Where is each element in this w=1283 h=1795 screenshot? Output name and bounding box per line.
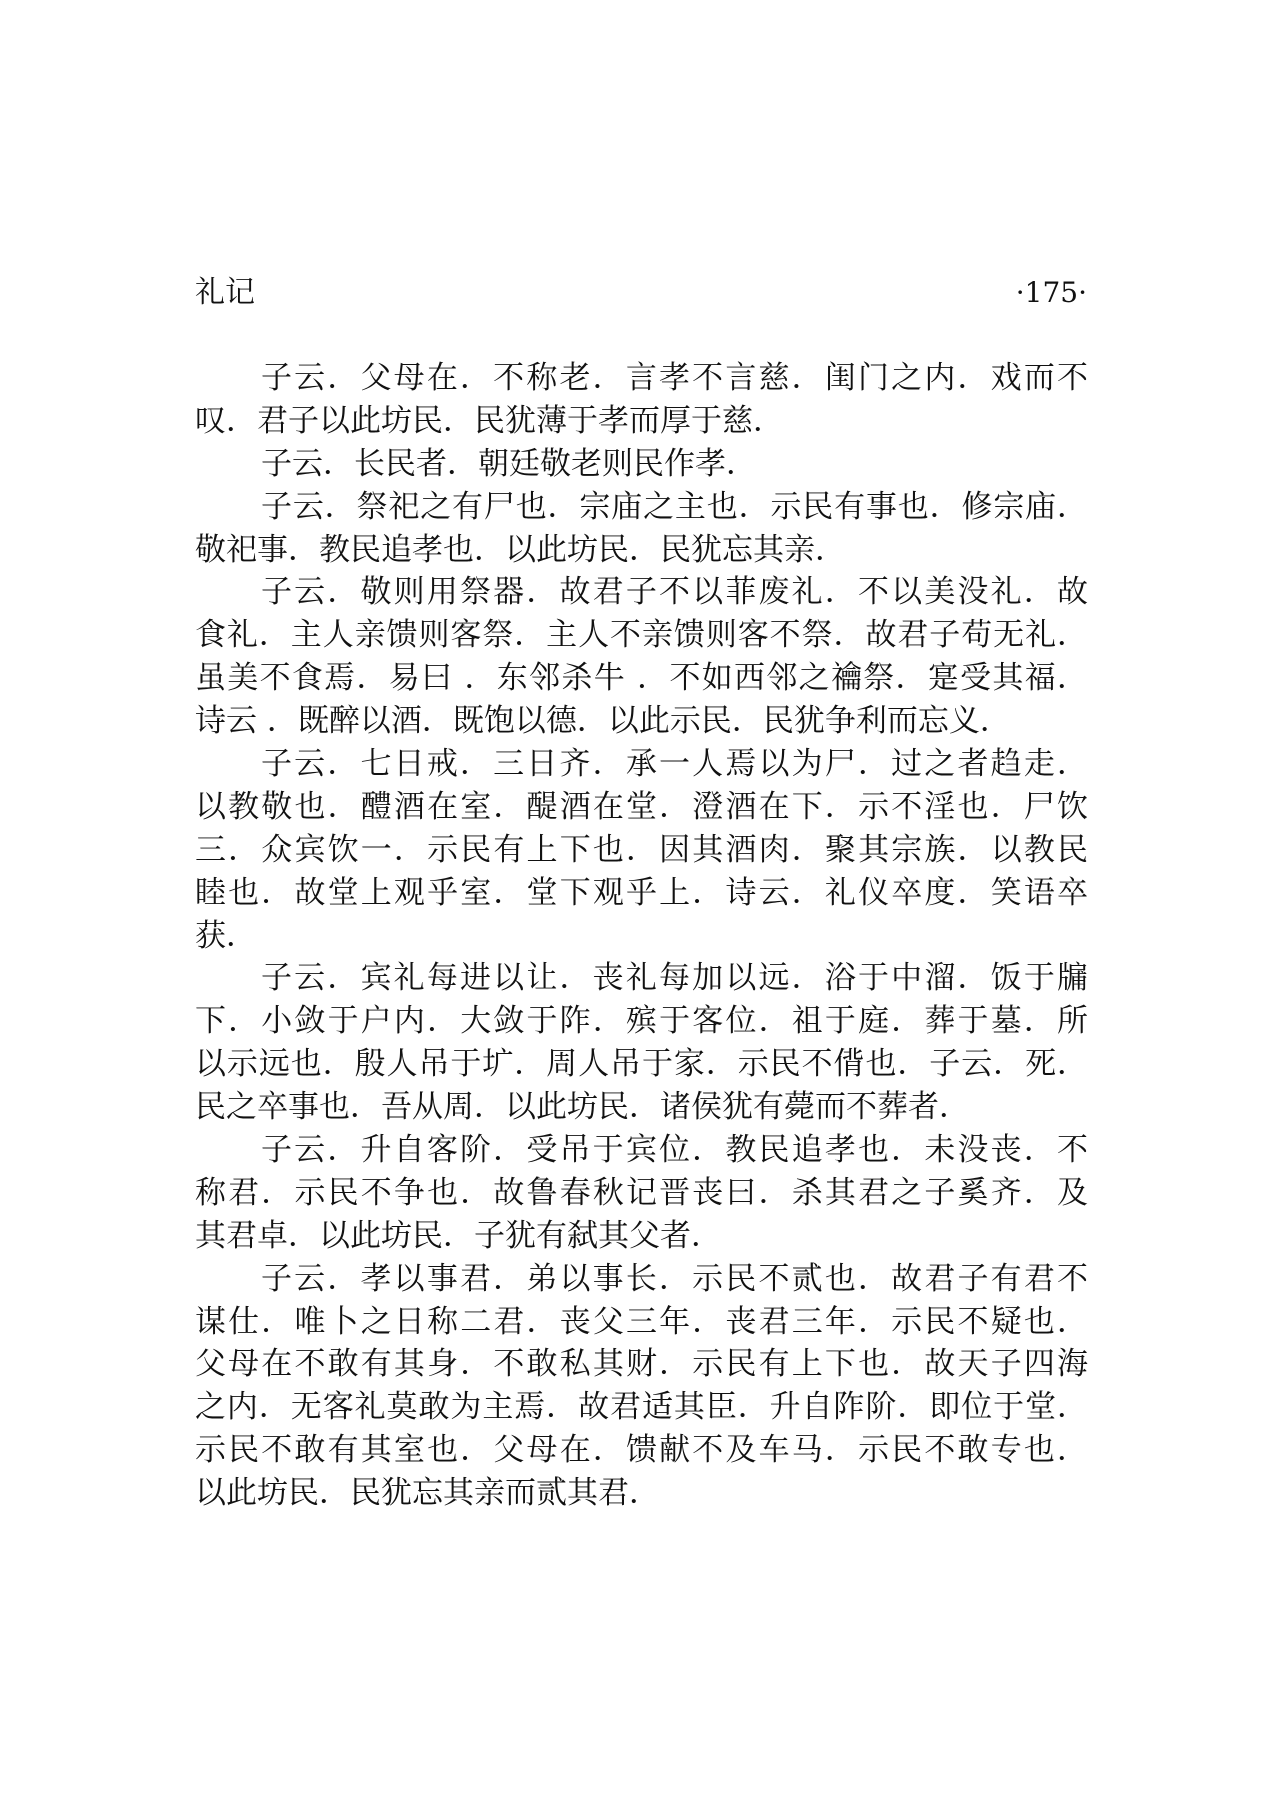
running-header-title: 礼记: [195, 275, 255, 310]
text-line: 子云．长民者．朝廷敬老则民作孝．: [261, 445, 757, 482]
text-line: 称君．示民不争也．故鲁春秋记晋丧曰．杀其君之子奚齐．及: [195, 1174, 1088, 1211]
text-line: 虽美不食焉．易曰 ．东邻杀牛 ．不如西邻之禴祭．寔受其福．: [195, 660, 1088, 697]
text-line: 子云．孝以事君．弟以事长．示民不贰也．故君子有君不: [261, 1260, 1088, 1297]
text-line: 睦也．故堂上观乎室．堂下观乎上．诗云．礼仪卒度．笑语卒: [195, 874, 1088, 911]
paragraph: [195, 486, 1088, 572]
text-line: 示民不敢有其室也．父母在．馈献不及车马．示民不敢专也．: [195, 1432, 1088, 1469]
text-line: 三．众宾饮一．示民有上下也．因其酒肉．聚其宗族．以教民: [195, 831, 1088, 868]
paragraph: [195, 1129, 1088, 1258]
text-line: 父母在不敢有其身．不敢私其财．示民有上下也．故天子四海: [195, 1346, 1088, 1383]
text-line: 诗云 ．既醉以酒．既饱以德．以此示民．民犹争利而忘义．: [195, 703, 1011, 740]
text-line: 下．小敛于户内．大敛于阼．殡于客位．祖于庭．葬于墓．所: [195, 1003, 1088, 1040]
text-line: 民之卒事也．吾从周．以此坊民．诸侯犹有薨而不葬者．: [195, 1089, 970, 1126]
paragraph: [195, 443, 1088, 486]
text-line: 子云．宾礼每进以让．丧礼每加以远．浴于中溜．饭于牖: [261, 960, 1088, 997]
text-line: 其君卓．以此坊民．子犹有弑其父者．: [195, 1217, 722, 1254]
text-line: 以示远也．殷人吊于圹．周人吊于家．示民不偝也．子云．死．: [195, 1046, 1088, 1083]
paragraph: [195, 743, 1088, 957]
page-body: [195, 357, 1088, 1515]
text-line: 子云．升自客阶．受吊于宾位．教民追孝也．未没丧．不: [261, 1132, 1088, 1169]
paragraph: [195, 571, 1088, 743]
text-line: 以此坊民．民犹忘其亲而贰其君．: [195, 1475, 660, 1512]
text-line: 子云．祭祀之有尸也．宗庙之主也．示民有事也．修宗庙．: [261, 488, 1088, 525]
paragraph: [195, 957, 1088, 1129]
text-line: 食礼．主人亲馈则客祭．主人不亲馈则客不祭．故君子苟无礼．: [195, 617, 1088, 654]
text-line: 以教敬也．醴酒在室．醍酒在堂．澄酒在下．示不淫也．尸饮: [195, 788, 1088, 825]
text-line: 子云．七日戒．三日齐．承一人焉以为尸．过之者趋走．: [261, 746, 1088, 783]
paragraph: [195, 357, 1088, 443]
page-number: ·175·: [1015, 276, 1087, 309]
text-line: 子云．父母在．不称老．言孝不言慈．闺门之内．戏而不: [261, 360, 1088, 396]
text-line: 获．: [195, 917, 257, 954]
text-line: 敬祀事．教民追孝也．以此坊民．民犹忘其亲．: [195, 531, 846, 568]
text-line: 叹．君子以此坊民．民犹薄于孝而厚于慈．: [195, 402, 784, 439]
text-line: 谋仕．唯卜之日称二君．丧父三年．丧君三年．示民不疑也．: [195, 1303, 1088, 1340]
paragraph: [195, 1258, 1088, 1515]
text-line: 子云．敬则用祭器．故君子不以菲废礼．不以美没礼．故: [261, 574, 1088, 611]
text-line: 之内．无客礼莫敢为主焉．故君适其臣．升自阼阶．即位于堂．: [195, 1389, 1088, 1426]
